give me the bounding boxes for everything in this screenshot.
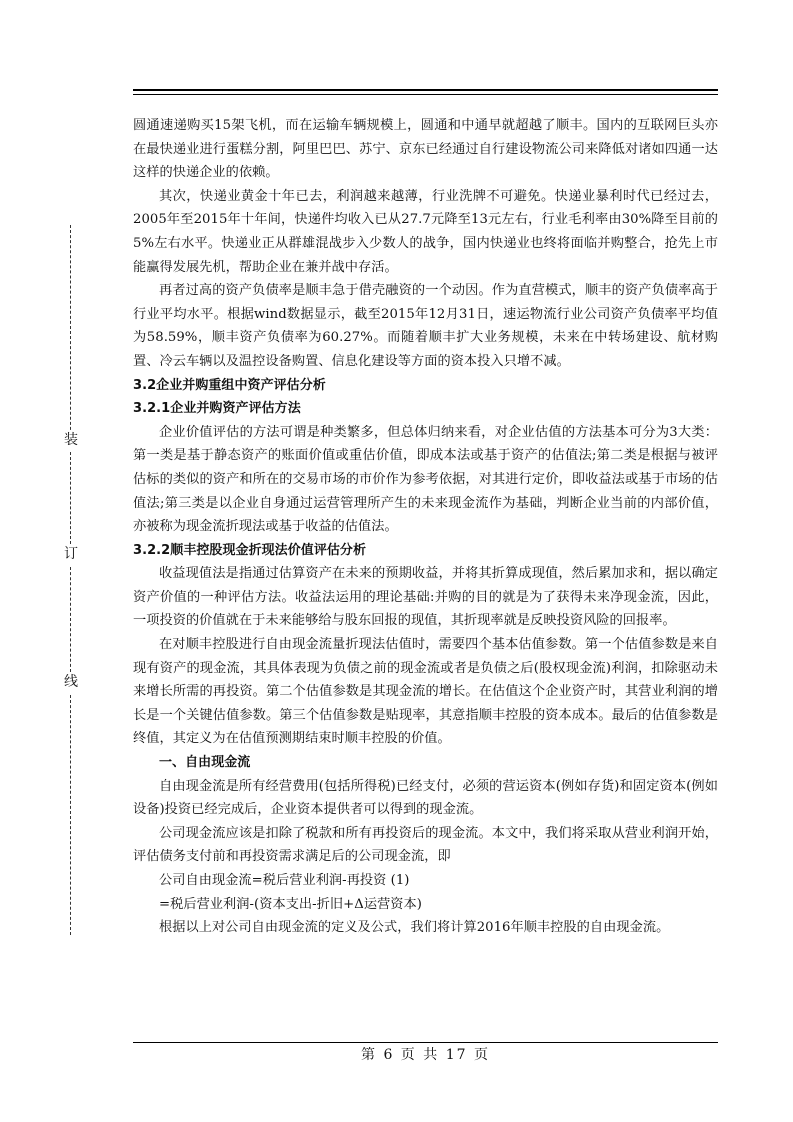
section-heading-3-2: 3.2企业并购重组中资产评估分析	[133, 377, 326, 393]
paragraph-5: 收益现值法是指通过估算资产在未来的预期收益，并将其折算成现值，然后累加求和，据以确定资产价值的一种评估方法。收益法运用的理论基础:并购的目的就是为了获得未来净现金流，因此，一项投资的价值就在于未来能够给与股东回报的现值，其折现率就是反映投资风险的回报率。	[133, 566, 718, 629]
paragraph-9: 根据以上对公司自由现金流的定义及公式，我们将计算2016年顺丰控股的自由现金流。	[159, 920, 670, 936]
document-body	[133, 114, 718, 940]
section-heading-3-2-1: 3.2.1企业并购资产评估方法	[133, 401, 301, 417]
binding-dash-3	[70, 567, 71, 672]
binding-dash-4	[70, 695, 71, 935]
formula-line-2: =税后营业利润-(资本支出-折旧+Δ运营资本)	[159, 896, 422, 912]
header-rule-thin	[133, 94, 718, 95]
paragraph-8: 公司现金流应该是扣除了税款和所有再投资后的现金流。本文中，我们将采取从营业利润开始，评估债务支付前和再投资需求满足后的公司现金流，即	[133, 825, 718, 865]
subheading-free-cash-flow: 一、自由现金流	[159, 755, 251, 771]
paragraph-4: 企业价值评估的方法可谓是种类繁多，但总体归纳来看，对企业估值的方法基本可分为3大类：第一类是基于静态资产的账面价值或重估价值，即成本法或基于资产的估值法;第二类是根据与被评估标的类似的资产和所在的交易市场的市价作为参考依据，对其进行定价，即收益法或基于市场的估值法;第三类是以企业自身通过运营管理所产生的未来现金流作为基础，判断企业当前的内部价值，亦被称为现金流折现法或基于收益的估值法。	[133, 424, 718, 535]
paragraph-3: 再者过高的资产负债率是顺丰急于借壳融资的一个动因。作为直营模式，顺丰的资产负债率高于行业平均水平。根据wind数据显示，截至2015年12月31日，速运物流行业公司资产负债率平均值为58.59%，顺丰资产负债率为60.27%。而随着顺丰扩大业务规模，未来在中转场建设、航材购置、冷云车辆以及温控设备购置、信息化建设等方面的资本投入只增不减。	[133, 283, 718, 369]
page-number: 第 6 页 共 17 页	[361, 1047, 490, 1063]
paragraph-6: 在对顺丰控股进行自由现金流量折现法估值时，需要四个基本估值参数。第一个估值参数是来自现有资产的现金流，其具体表现为负债之前的现金流或者是负债之后(股权现金流)利润，扣除驱动未来增长所需的再投资。第二个估值参数是其现金流的增长。在估值这个企业资产时，其营业利润的增长是一个关键估值参数。第三个估值参数是贴现率，其意指顺丰控股的资本成本。最后的估值参数是终值，其定义为在估值预测期结束时顺丰控股的价值。	[133, 637, 718, 747]
binding-char-xian: 线	[60, 673, 82, 691]
binding-dash-2	[70, 452, 71, 544]
formula-line-1: 公司自由现金流=税后营业利润-再投资 (1)	[159, 873, 410, 888]
paragraph-7: 自由现金流是所有经营费用(包括所得税)已经支付，必须的营运资本(例如存货)和固定资本(例如设备)投资已经完成后，企业资本提供者可以得到的现金流。	[133, 778, 718, 818]
section-heading-3-2-2: 3.2.2顺丰控股现金折现法价值评估分析	[133, 542, 367, 558]
binding-dash-1	[70, 225, 71, 440]
paragraph-1: 圆通速递购买15架飞机，而在运输车辆规模上，圆通和中通早就超越了顺丰。国内的互联网巨头亦在最快递业进行蛋糕分割，阿里巴巴、苏宁、京东已经通过自行建设物流公司来降低对诸如四通一达这样的快递企业的依赖。	[133, 118, 718, 181]
paragraph-2: 其次，快递业黄金十年已去，利润越来越薄，行业洗牌不可避免。快递业暴利时代已经过去，2005年至2015年十年间，快递件均收入已从27.7元降至13元左右，行业毛利率由30%降至目前的5%左右水平。快递业正从群雄混战步入少数人的战争，国内快递业也终将面临并购整合，抢先上市能赢得发展先机，帮助企业在兼并战中存活。	[133, 188, 718, 275]
footer-rule	[133, 1042, 718, 1043]
header-rule-thick	[133, 89, 718, 91]
binding-line	[60, 95, 82, 975]
binding-char-ding: 订	[60, 545, 82, 563]
binding-char-zhuang: 装	[60, 431, 82, 449]
